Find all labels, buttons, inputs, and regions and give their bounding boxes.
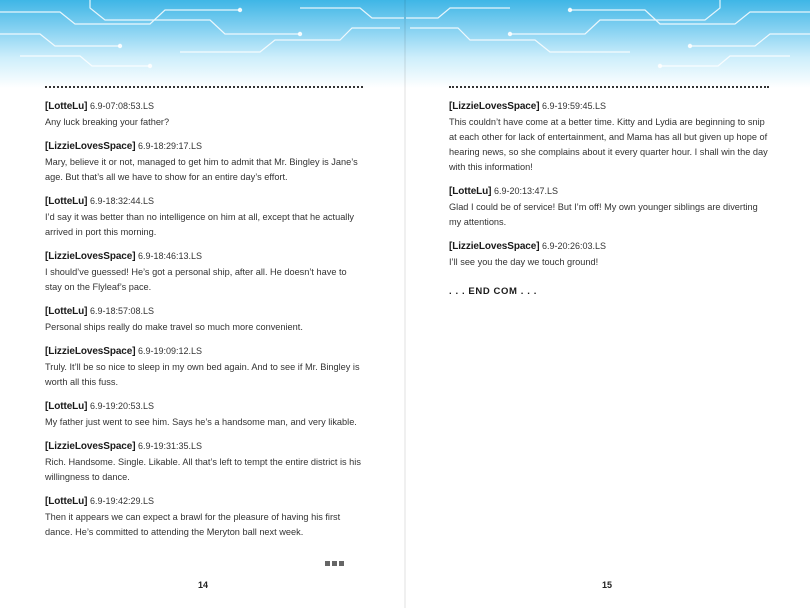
chat-username: [LotteLu] (45, 401, 88, 412)
chat-entry (45, 400, 363, 430)
chat-timestamp: 6.9-19:42:29.LS (89, 496, 154, 506)
chat-entry-meta (45, 305, 363, 318)
chat-username: [LizzieLovesSpace] (45, 141, 136, 152)
chat-message: My father just went to see him. Says he’s a handsome man, and very likable. (45, 417, 357, 427)
chat-log (45, 100, 363, 540)
chat-timestamp: 6.9-07:08:53.LS (89, 101, 154, 111)
chat-entry-meta (449, 185, 769, 198)
chat-log (449, 100, 769, 270)
continued-marker (325, 561, 344, 566)
chat-message: Truly. It’ll be so nice to sleep in my own bed again. And to see if Mr. Bingley is worth all this fuss. (45, 362, 360, 387)
chat-entry-meta (45, 345, 363, 358)
chat-entry-meta (45, 100, 363, 113)
chat-entry-meta (45, 440, 363, 453)
chat-username: [LizzieLovesSpace] (449, 101, 540, 112)
continued-square (339, 561, 344, 566)
chat-message: I should’ve guessed! He’s got a personal ship, after all. He doesn’t have to stay on the Flyleaf’s pace. (45, 267, 347, 292)
chat-entry (449, 240, 769, 270)
chat-username: [LotteLu] (45, 496, 88, 507)
chat-username: [LizzieLovesSpace] (449, 241, 540, 252)
chat-entry (45, 440, 363, 485)
chat-entry (45, 305, 363, 335)
chat-entry (45, 195, 363, 240)
chat-timestamp: 6.9-19:59:45.LS (541, 101, 607, 111)
chat-entry-meta (449, 240, 769, 253)
chat-timestamp: 6.9-19:09:12.LS (137, 346, 203, 356)
dotted-divider (45, 86, 363, 88)
chat-message: I’ll see you the day we touch ground! (449, 257, 599, 267)
chat-username: [LotteLu] (45, 306, 88, 317)
chat-timestamp: 6.9-18:29:17.LS (137, 141, 203, 151)
chat-entry-meta (45, 250, 363, 263)
chat-username: [LotteLu] (45, 101, 88, 112)
chat-timestamp: 6.9-18:46:13.LS (137, 251, 203, 261)
chat-entry (449, 185, 769, 230)
chat-message: I’d say it was better than no intelligence on him at all, except that he actually arrived in port this morning. (45, 212, 354, 237)
chat-username: [LotteLu] (45, 196, 88, 207)
right-page (449, 86, 769, 297)
left-page (45, 86, 363, 550)
chat-message: Glad I could be of service! But I’m off! My own younger siblings are diverting my attentions. (449, 202, 758, 227)
page-number-left: 14 (198, 580, 209, 590)
chat-entry (449, 100, 769, 175)
chat-timestamp: 6.9-18:57:08.LS (89, 306, 154, 316)
dotted-divider (449, 86, 769, 88)
chat-timestamp: 6.9-19:20:53.LS (89, 401, 154, 411)
chat-message: Any luck breaking your father? (45, 117, 170, 127)
chat-message: Then it appears we can expect a brawl for the pleasure of having his first dance. He’s committed to attending the Meryton ball next week. (45, 512, 341, 537)
chat-username: [LizzieLovesSpace] (45, 251, 136, 262)
end-com-marker: . . . END COM . . . (449, 286, 537, 297)
chat-entry (45, 495, 363, 540)
continued-square (332, 561, 337, 566)
chat-entry (45, 100, 363, 130)
chat-username: [LizzieLovesSpace] (45, 441, 136, 452)
chat-message: Personal ships really do make travel so much more convenient. (45, 322, 303, 332)
page-number-right: 15 (602, 580, 613, 590)
chat-entry-meta (45, 195, 363, 208)
chat-timestamp: 6.9-18:32:44.LS (89, 196, 154, 206)
chat-message: Rich. Handsome. Single. Likable. All that’s left to tempt the entire district is his willingness to dance. (45, 457, 361, 482)
chat-entry-meta (45, 495, 363, 508)
chat-entry-meta (45, 140, 363, 153)
chat-message: Mary, believe it or not, managed to get him to admit that Mr. Bingley is Jane’s age. But that’s all we have to show for an entire day’s effort. (45, 157, 358, 182)
chat-timestamp: 6.9-20:13:47.LS (493, 186, 558, 196)
chat-entry (45, 250, 363, 295)
chat-entry-meta (45, 400, 363, 413)
book-gutter (404, 0, 406, 608)
continued-square (325, 561, 330, 566)
chat-entry (45, 345, 363, 390)
chat-message: This couldn’t have come at a better time. Kitty and Lydia are beginning to snip at each other for lack of entertainment, and Mama has all but given up hope of hearing news, so she complains about it every quarter hour. I shall win the day with this information! (449, 117, 768, 172)
chat-username: [LizzieLovesSpace] (45, 346, 136, 357)
chat-entry (45, 140, 363, 185)
chat-timestamp: 6.9-19:31:35.LS (137, 441, 203, 451)
chat-username: [LotteLu] (449, 186, 492, 197)
chat-entry-meta (449, 100, 769, 113)
chat-timestamp: 6.9-20:26:03.LS (541, 241, 607, 251)
